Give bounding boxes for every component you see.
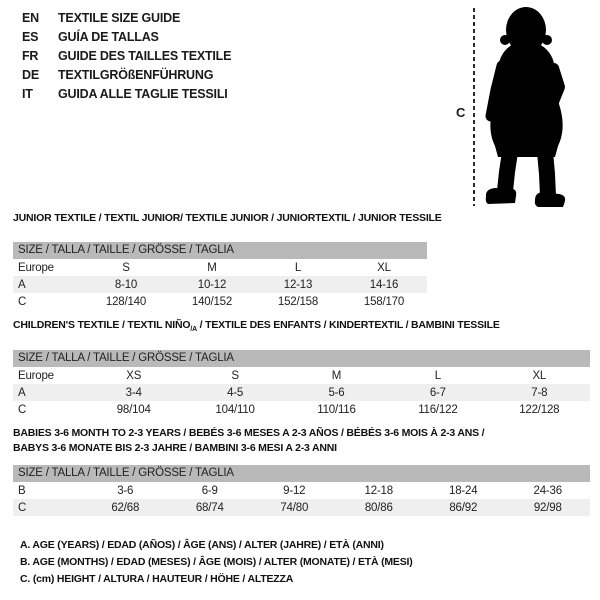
title-part: / TEXTILE DES ENFANTS / KINDERTEXTIL / BAMBINI TESSILE	[196, 319, 500, 331]
language-code: DE	[22, 67, 39, 82]
size-cell: 104/110	[215, 403, 255, 416]
size-cell: XL	[532, 369, 547, 382]
size-cell: 8-10	[114, 278, 138, 291]
size-table-babies	[13, 482, 590, 516]
row-label-cell: Europe	[18, 369, 54, 382]
size-cell: M	[331, 369, 342, 382]
size-cell: 92/98	[533, 501, 562, 514]
size-cell: L	[294, 261, 302, 274]
size-band: SIZE / TALLA / TAILLE / GRÖSSE / TAGLIA	[13, 465, 590, 482]
size-cell: 152/158	[277, 295, 319, 308]
size-table-section-children	[13, 318, 590, 418]
size-cell: 122/128	[519, 403, 560, 416]
size-cell: 74/80	[280, 501, 309, 514]
size-cell: 12-18	[364, 484, 393, 497]
size-cell: 14-16	[369, 278, 399, 291]
table-row	[13, 482, 590, 499]
row-label-cell: C	[18, 501, 27, 514]
table-row	[13, 384, 590, 401]
row-label-cell: B	[18, 484, 26, 497]
size-cell: 3-6	[117, 484, 134, 497]
language-title: TEXTILE SIZE GUIDE	[58, 10, 181, 25]
table-row	[13, 259, 427, 276]
size-cell: XL	[377, 261, 391, 274]
height-measure-label: C	[456, 105, 466, 120]
language-title: GUÍA DE TALLAS	[58, 29, 159, 44]
size-table-children	[13, 367, 590, 418]
language-code: FR	[22, 48, 39, 63]
table-title-children	[13, 318, 590, 337]
size-cell: 98/104	[116, 403, 151, 416]
size-table-junior	[13, 259, 427, 310]
title-subscript: /A	[190, 326, 197, 334]
size-cell: 6-7	[429, 386, 446, 399]
language-code: IT	[22, 86, 33, 101]
language-row-es	[22, 27, 231, 46]
size-cell: 62/68	[111, 501, 140, 514]
footnote-line-c: C. (cm) HEIGHT / ALTURA / HAUTEUR / HÖHE / ALTEZZA	[20, 573, 294, 585]
language-row-en	[22, 8, 231, 27]
language-title: TEXTILGRÖßENFÜHRUNG	[58, 67, 214, 82]
size-cell: 3-4	[125, 386, 142, 399]
size-cell: 24-36	[533, 484, 562, 497]
size-cell: S	[231, 369, 239, 382]
title-part: CHILDREN'S TEXTILE / TEXTIL NIÑO	[13, 319, 191, 331]
language-row-it	[22, 84, 231, 103]
language-code: EN	[22, 10, 39, 25]
language-code: ES	[22, 29, 39, 44]
size-band: SIZE / TALLA / TAILLE / GRÖSSE / TAGLIA	[13, 242, 427, 259]
table-title-babies	[13, 426, 590, 456]
size-cell: 158/170	[363, 295, 405, 308]
size-cell: 18-24	[449, 484, 478, 497]
row-label-cell: C	[18, 295, 27, 308]
table-row	[13, 367, 590, 384]
language-title: GUIDE DES TAILLES TEXTILE	[58, 48, 232, 63]
size-cell: M	[207, 261, 217, 274]
baby-silhouette-icon	[455, 0, 600, 212]
size-table-section-babies	[13, 426, 590, 516]
table-title-line: BABIES 3-6 MONTH TO 2-3 YEARS / BEBÉS 3-6 MESES A 2-3 AÑOS / BÉBÉS 3-6 MOIS À 2-3 ANS /	[13, 427, 485, 439]
size-cell: 116/122	[418, 403, 458, 416]
language-row-de	[22, 65, 231, 84]
size-cell: L	[434, 369, 441, 382]
size-cell: 5-6	[328, 386, 345, 399]
row-label-cell: A	[18, 386, 26, 399]
size-cell: 80/86	[364, 501, 393, 514]
language-title: GUIDA ALLE TAGLIE TESSILI	[58, 86, 228, 101]
size-cell: 110/116	[317, 403, 356, 416]
table-title-junior: JUNIOR TEXTILE / TEXTIL JUNIOR/ TEXTILE JUNIOR / JUNIORTEXTIL / JUNIOR TESSILE	[13, 212, 442, 224]
size-cell: 6-9	[201, 484, 218, 497]
table-row	[13, 276, 427, 293]
row-label-cell: C	[18, 403, 27, 416]
size-band: SIZE / TALLA / TAILLE / GRÖSSE / TAGLIA	[13, 350, 590, 367]
size-cell: 128/140	[105, 295, 147, 308]
table-row	[13, 293, 427, 310]
size-cell: 7-8	[531, 386, 548, 399]
footnote-line-a: A. AGE (YEARS) / EDAD (AÑOS) / ÂGE (ANS) / ALTER (JAHRE) / ETÀ (ANNI)	[20, 539, 384, 551]
size-cell: 68/74	[195, 501, 224, 514]
row-label-cell: A	[18, 278, 26, 291]
table-row	[13, 499, 590, 516]
size-table-section-junior	[13, 211, 442, 310]
table-title-line: BABYS 3-6 MONATE BIS 2-3 JAHRE / BAMBINI 3-6 MESI A 2-3 ANNI	[13, 442, 337, 454]
language-row-fr	[22, 46, 231, 65]
language-list	[22, 8, 231, 103]
size-cell: XS	[126, 369, 142, 382]
size-cell: 4-5	[227, 386, 244, 399]
row-label-cell: Europe	[18, 261, 54, 274]
footnote-line-b: B. AGE (MONTHS) / EDAD (MESES) / ÂGE (MOIS) / ALTER (MONATE) / ETÀ (MESI)	[20, 556, 413, 568]
size-cell: 140/152	[191, 295, 233, 308]
size-cell: 10-12	[197, 278, 227, 291]
size-cell: 9-12	[283, 484, 306, 497]
size-cell: 12-13	[283, 278, 313, 291]
size-cell: 86/92	[449, 501, 478, 514]
size-cell: S	[122, 261, 130, 274]
footnotes	[20, 537, 413, 588]
table-row	[13, 401, 590, 418]
